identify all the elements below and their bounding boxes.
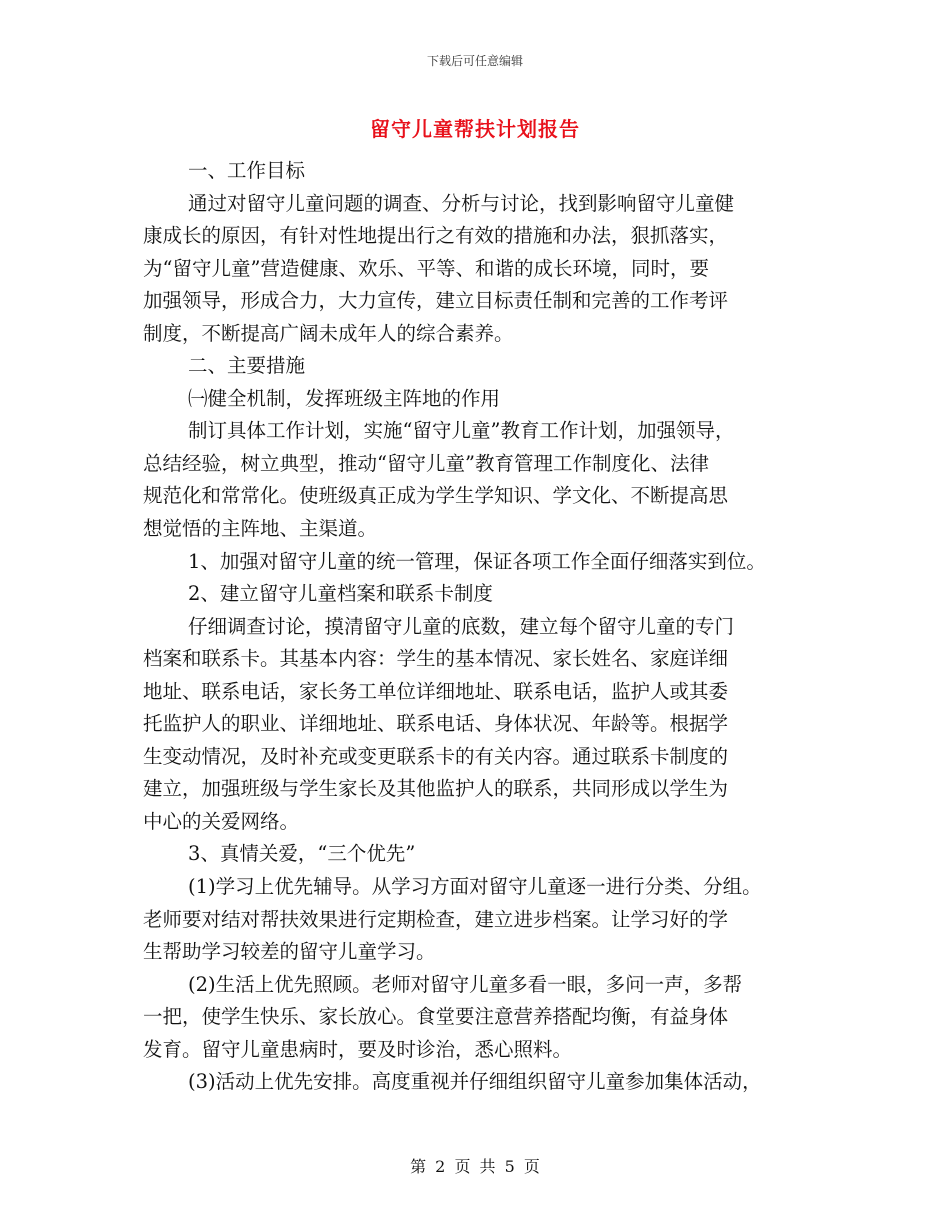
paragraph-line: 档案和联系卡。其基本内容：学生的基本情况、家长姓名、家庭详细 <box>143 647 729 671</box>
paragraph-line: 制订具体工作计划，实施“留守儿童”教育工作计划，加强领导， <box>188 419 735 443</box>
paragraph-line: 制度，不断提高广阔未成年人的综合素养。 <box>143 321 514 345</box>
paragraph-line: (3)活动上优先安排。高度重视并仔细组织留守儿童参加集体活动， <box>188 1070 762 1094</box>
paragraph-line: 仔细调查讨论，摸清留守儿童的底数，建立每个留守儿童的专门 <box>188 614 735 638</box>
paragraph-line: ㈠健全机制，发挥班级主阵地的作用 <box>188 386 501 410</box>
paragraph-line: 想觉悟的主阵地、主渠道。 <box>143 517 378 541</box>
paragraph-line: 生变动情况，及时补充或变更联系卡的有关内容。通过联系卡制度的 <box>143 744 729 768</box>
paragraph-line: 加强领导，形成合力，大力宣传，建立目标责任制和完善的工作考评 <box>143 289 729 313</box>
paragraph-line: 2、建立留守儿童档案和联系卡制度 <box>188 582 493 606</box>
paragraph-line: 1、加强对留守儿童的统一管理，保证各项工作全面仔细落实到位。 <box>188 549 766 573</box>
paragraph-line: 生帮助学习较差的留守儿童学习。 <box>143 940 436 964</box>
paragraph-line: 二、主要措施 <box>188 354 306 378</box>
paragraph-line: 建立，加强班级与学生家长及其他监护人的联系，共同形成以学生为 <box>143 777 729 801</box>
paragraph-line: 规范化和常常化。使班级真正成为学生学知识、学文化、不断提高思 <box>143 484 729 508</box>
paragraph-line: 通过对留守儿童问题的调查、分析与讨论，找到影响留守儿童健 <box>188 191 735 215</box>
paragraph-line: (2)生活上优先照顾。老师对留守儿童多看一眼，多问一声，多帮 <box>188 972 743 996</box>
header-note: 下载后可任意编辑 <box>426 54 523 68</box>
paragraph-line: 发育。留守儿童患病时，要及时诊治，悉心照料。 <box>143 1037 573 1061</box>
paragraph-line: 总结经验，树立典型，推动“留守儿童”教育管理工作制度化、法律 <box>143 451 709 475</box>
document-title: 留守儿童帮扶计划报告 <box>370 117 580 141</box>
paragraph-line: 一把，使学生快乐、家长放心。食堂要注意营养搭配均衡，有益身体 <box>143 1005 729 1029</box>
paragraph-line: 一、工作目标 <box>188 159 306 182</box>
paragraph-line: 3、真情关爱，“三个优先” <box>188 842 416 866</box>
paragraph-line: 托监护人的职业、详细地址、联系电话、身体状况、年龄等。根据学 <box>143 712 729 736</box>
document-body <box>143 155 833 1099</box>
paragraph-line: 康成长的原因，有针对性地提出行之有效的措施和办法，狠抓落实， <box>143 224 729 248</box>
paragraph-line: 中心的关爱网络。 <box>143 809 300 833</box>
paragraph-line: 地址、联系电话，家长务工单位详细地址、联系电话，监护人或其委 <box>143 679 729 703</box>
paragraph-line: 为“留守儿童”营造健康、欢乐、平等、和谐的成长环境，同时，要 <box>143 256 709 280</box>
paragraph-line: 老师要对结对帮扶效果进行定期检查，建立进步档案。让学习好的学 <box>143 907 729 931</box>
page-footer: 第 2 页 共 5 页 <box>410 1157 540 1176</box>
paragraph-line: (1)学习上优先辅导。从学习方面对留守儿童逐一进行分类、分组。 <box>188 875 762 899</box>
